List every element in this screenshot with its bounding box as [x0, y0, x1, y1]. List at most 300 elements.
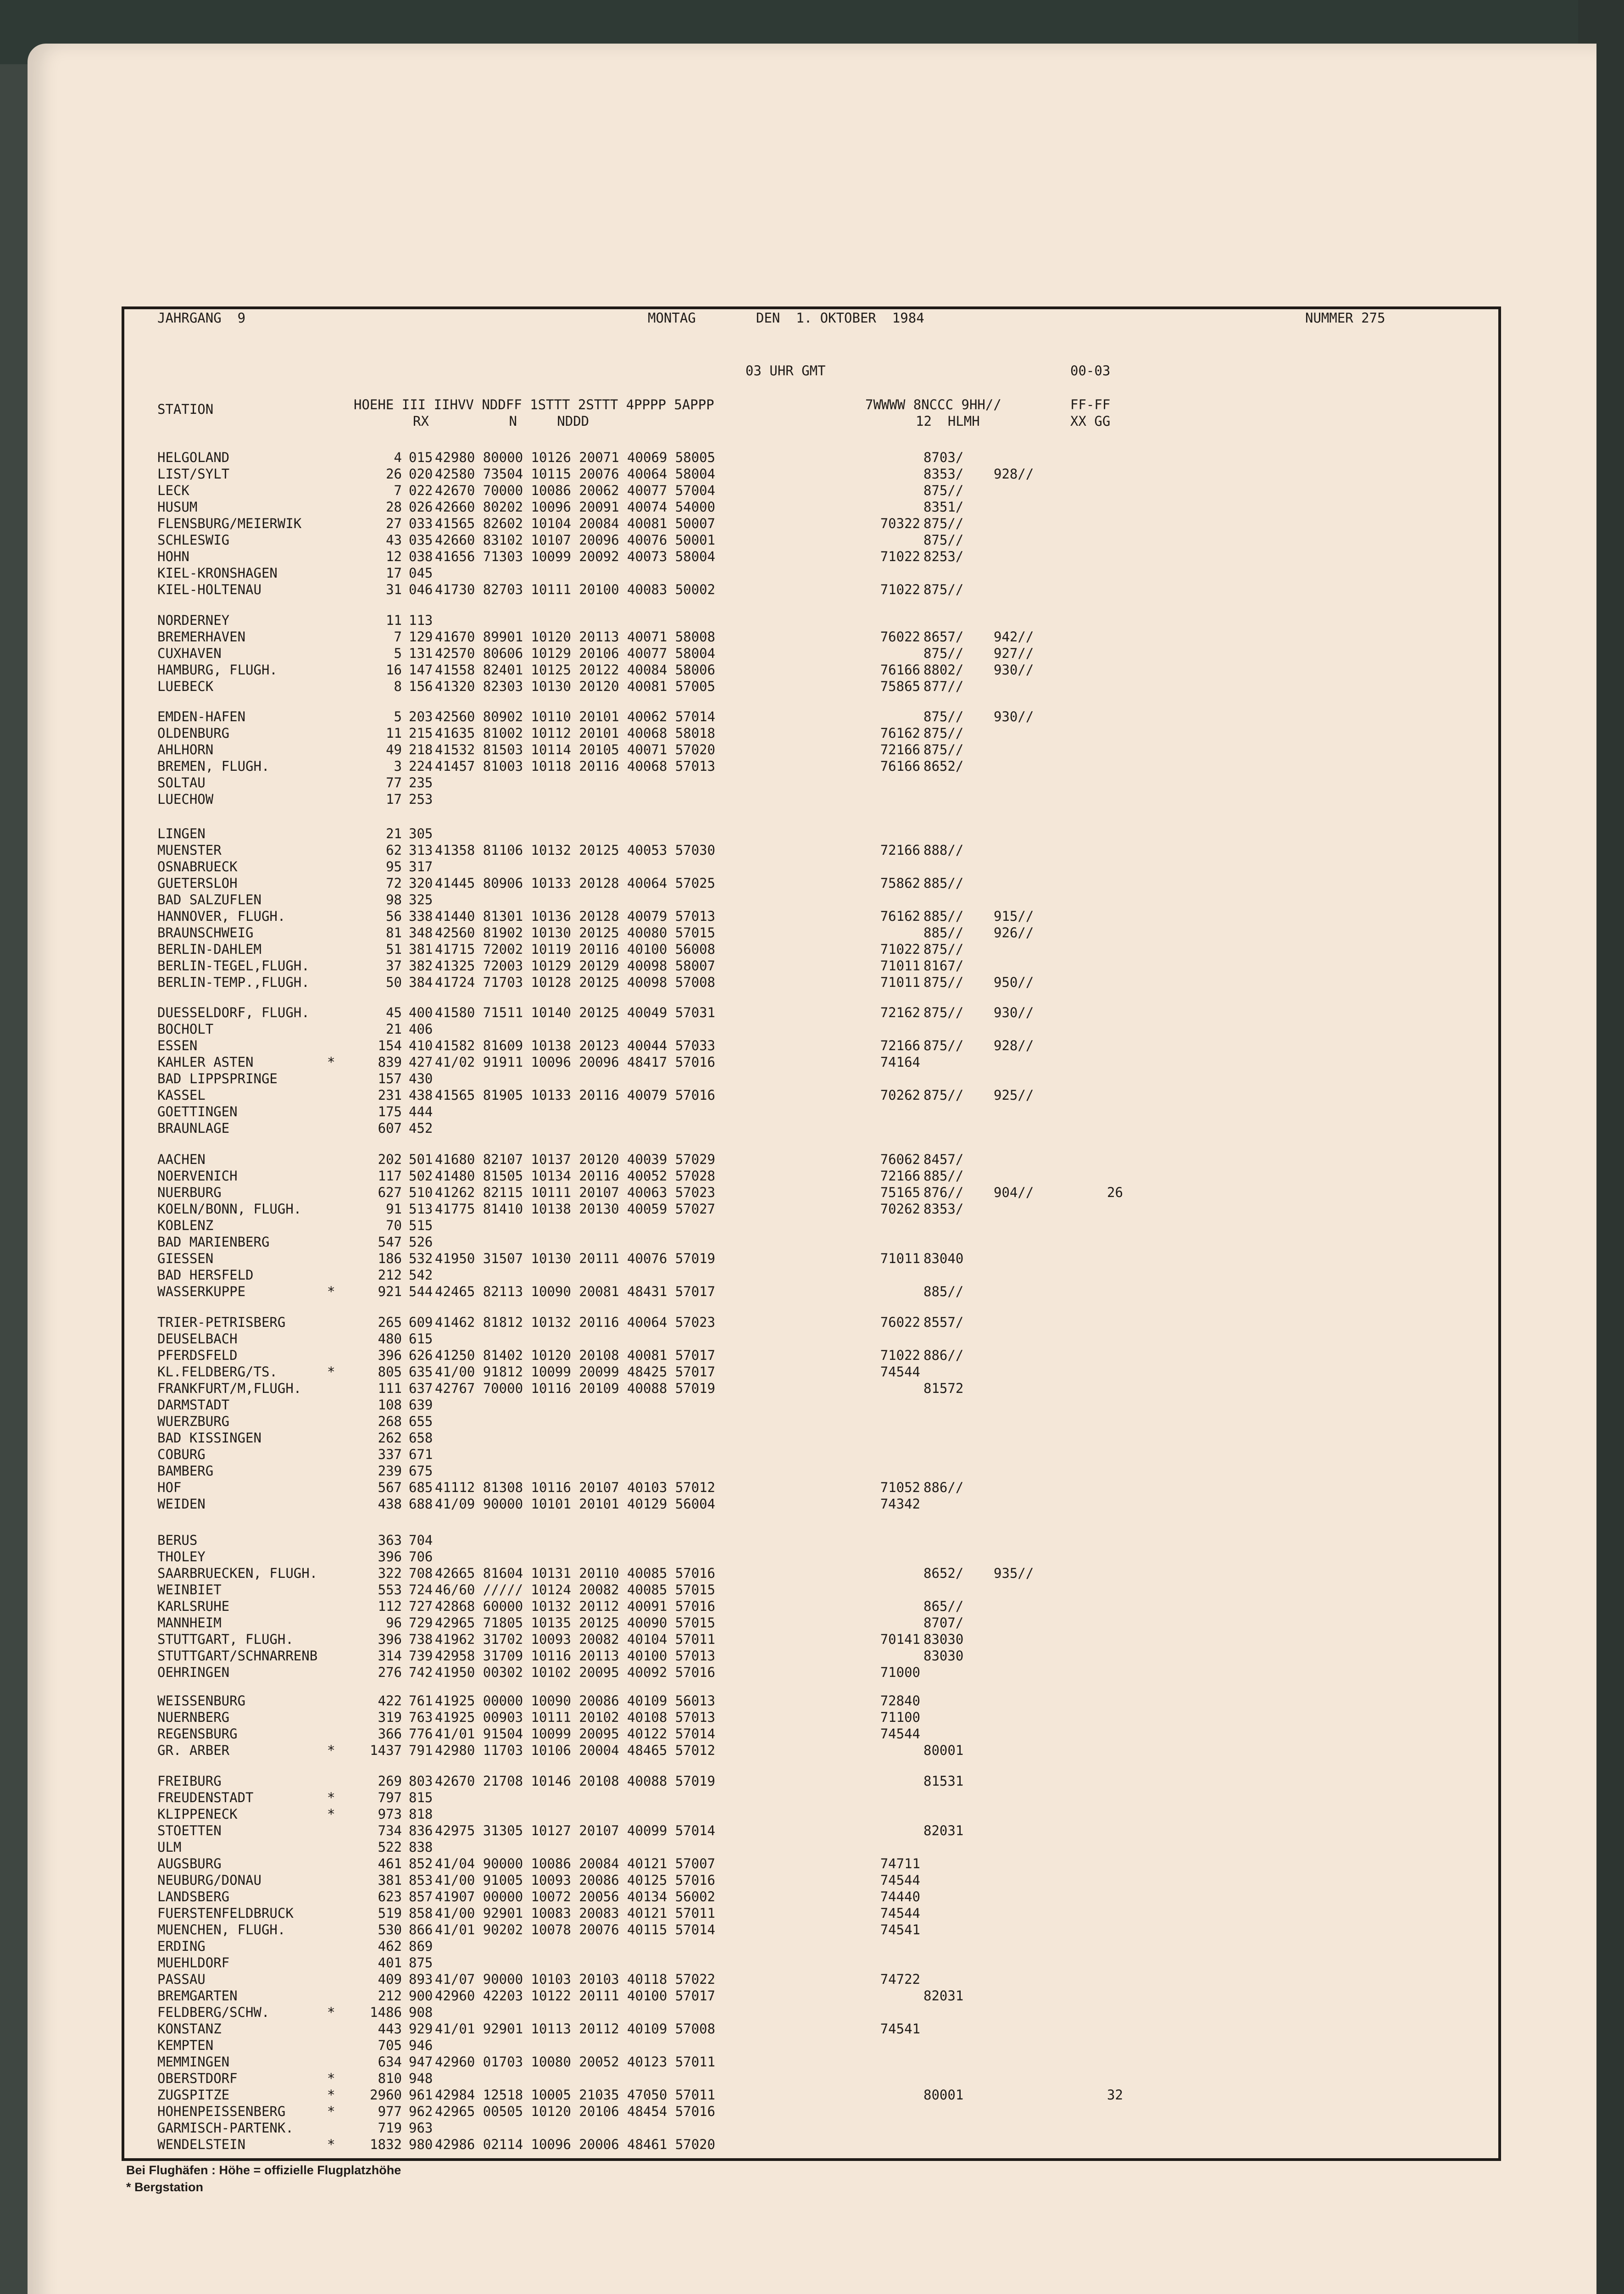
synop-values: 41262 82115 10111 20107 40063 57023 — [435, 1185, 716, 1200]
station-id: 022 — [409, 483, 433, 498]
station-id: 452 — [409, 1120, 433, 1136]
station-elevation: 322 — [378, 1565, 402, 1581]
station-name: HAMBURG, FLUGH. — [157, 662, 278, 678]
station-elevation: 21 — [386, 826, 402, 841]
weather-group: 70322 — [880, 516, 920, 531]
gust-columns-subheader: XX GG — [1070, 413, 1111, 429]
table-row — [157, 662, 1277, 679]
synop-values: 46/60 ///// 10124 20082 40085 57015 — [435, 1582, 716, 1598]
station-elevation: 314 — [378, 1648, 402, 1664]
station-name: PFERDSFELD — [157, 1347, 238, 1363]
station-id: 836 — [409, 1823, 433, 1838]
station-name: NEUBURG/DONAU — [157, 1872, 261, 1888]
cloud-group: 81572 — [923, 1381, 964, 1396]
main-columns-subheader: RX N NDDD — [413, 413, 590, 429]
table-row — [157, 859, 1277, 875]
weather-group: 71022 — [880, 941, 920, 957]
station-elevation: 51 — [386, 941, 402, 957]
mountain-mark: * — [327, 2104, 335, 2119]
table-row — [157, 1496, 1277, 1513]
station-name: BREMEN, FLUGH. — [157, 758, 270, 774]
station-id: 803 — [409, 1773, 433, 1789]
station-name: BAD MARIENBERG — [157, 1234, 270, 1250]
weather-group: 76162 — [880, 725, 920, 741]
cloud-group: 875// — [923, 483, 964, 498]
station-name: KIEL-HOLTENAU — [157, 582, 261, 597]
synop-values: 42665 81604 10131 20110 40085 57016 — [435, 1565, 716, 1581]
station-elevation: 212 — [378, 1267, 402, 1283]
station-elevation: 522 — [378, 1839, 402, 1855]
station-name: OLDENBURG — [157, 725, 230, 741]
station-elevation: 154 — [378, 1038, 402, 1053]
synop-values: 42980 11703 10106 20004 48465 57012 — [435, 1743, 716, 1758]
weather-group: 74440 — [880, 1889, 920, 1904]
station-elevation: 21 — [386, 1021, 402, 1037]
station-name: ERDING — [157, 1938, 206, 1954]
station-elevation: 705 — [378, 2038, 402, 2053]
table-row — [157, 1938, 1277, 1955]
station-name: BRAUNLAGE — [157, 1120, 230, 1136]
station-name: WEINBIET — [157, 1582, 222, 1598]
observation-time: 03 UHR GMT — [745, 363, 826, 379]
table-row — [157, 1889, 1277, 1905]
cloud-group: 876// — [923, 1185, 964, 1200]
station-id: 671 — [409, 1447, 433, 1462]
synop-values: 41635 81002 10112 20101 40068 58018 — [435, 725, 716, 741]
station-elevation: 186 — [378, 1251, 402, 1266]
cloud-group: 8802/ — [923, 662, 964, 678]
table-row — [157, 1381, 1277, 1397]
synop-values: 42570 80606 10129 20106 40077 58004 — [435, 646, 716, 661]
synop-values: 41/09 90000 10101 20101 40129 56004 — [435, 1496, 716, 1512]
station-id: 685 — [409, 1480, 433, 1495]
table-row — [157, 532, 1277, 549]
weather-columns-header: 7WWWW 8NCCC 9HH// — [865, 397, 1001, 412]
station-group — [157, 1152, 1277, 1300]
station-elevation: 422 — [378, 1693, 402, 1709]
station-name: BERUS — [157, 1532, 198, 1548]
station-id: 626 — [409, 1347, 433, 1363]
station-id: 348 — [409, 925, 433, 941]
group-nine: 915// — [994, 908, 1034, 924]
station-id: 615 — [409, 1331, 433, 1347]
station-name: BERLIN-DAHLEM — [157, 941, 261, 957]
weather-group: 71011 — [880, 1251, 920, 1266]
table-row — [157, 1480, 1277, 1496]
table-row — [157, 725, 1277, 742]
station-name: HELGOLAND — [157, 450, 230, 465]
weather-group: 74544 — [880, 1872, 920, 1888]
station-id: 045 — [409, 565, 433, 581]
station-elevation: 28 — [386, 499, 402, 515]
station-name: REGENSBURG — [157, 1726, 238, 1742]
station-elevation: 2960 — [370, 2087, 402, 2103]
station-elevation: 17 — [386, 791, 402, 807]
station-id: 675 — [409, 1463, 433, 1479]
weather-group: 70262 — [880, 1201, 920, 1217]
weather-group: 71100 — [880, 1709, 920, 1725]
group-nine: 928// — [994, 466, 1034, 482]
synop-values: 41250 81402 10120 20108 40081 57017 — [435, 1347, 716, 1363]
table-row — [157, 450, 1277, 466]
station-id: 156 — [409, 679, 433, 694]
table-row — [157, 1430, 1277, 1447]
table-row — [157, 958, 1277, 974]
table-row — [157, 612, 1277, 629]
station-group — [157, 709, 1277, 808]
station-id: 706 — [409, 1549, 433, 1565]
station-elevation: 319 — [378, 1709, 402, 1725]
station-name: HOF — [157, 1480, 182, 1495]
station-elevation: 49 — [386, 742, 402, 757]
table-row — [157, 2054, 1277, 2071]
station-id: 035 — [409, 532, 433, 548]
table-row — [157, 1839, 1277, 1856]
station-id: 317 — [409, 859, 433, 874]
table-row — [157, 1397, 1277, 1414]
station-name: HOHENPEISSENBERG — [157, 2104, 286, 2119]
table-row — [157, 826, 1277, 842]
station-id: 501 — [409, 1152, 433, 1167]
station-elevation: 797 — [378, 1790, 402, 1805]
station-id: 438 — [409, 1087, 433, 1103]
synop-values: 42660 83102 10107 20096 40076 50001 — [435, 532, 716, 548]
station-elevation: 37 — [386, 958, 402, 974]
station-group — [157, 1773, 1277, 2153]
station-group — [157, 612, 1277, 695]
station-elevation: 112 — [378, 1598, 402, 1614]
cloud-group: 80001 — [923, 2087, 964, 2103]
table-row — [157, 2137, 1277, 2153]
table-row — [157, 1598, 1277, 1615]
synop-values: 41112 81308 10116 20107 40103 57012 — [435, 1480, 716, 1495]
cloud-group: 8253/ — [923, 549, 964, 564]
weather-columns-subheader: 12 HLMH — [916, 413, 980, 429]
station-id: 544 — [409, 1284, 433, 1299]
station-name: KAHLER ASTEN — [157, 1054, 254, 1070]
station-id: 406 — [409, 1021, 433, 1037]
mountain-mark: * — [327, 1806, 335, 1822]
station-id: 215 — [409, 725, 433, 741]
station-elevation: 973 — [378, 1806, 402, 1822]
table-row — [157, 1463, 1277, 1480]
cloud-group: 8353/ — [923, 1201, 964, 1217]
table-row — [157, 892, 1277, 908]
station-id: 857 — [409, 1889, 433, 1904]
station-elevation: 396 — [378, 1631, 402, 1647]
station-name: MUEHLDORF — [157, 1955, 230, 1971]
cloud-group: 8703/ — [923, 450, 964, 465]
table-row — [157, 1565, 1277, 1582]
station-name: BAD KISSINGEN — [157, 1430, 261, 1446]
station-elevation: 810 — [378, 2071, 402, 2086]
synop-values: 41/04 90000 10086 20084 40121 57007 — [435, 1856, 716, 1871]
table-row — [157, 742, 1277, 758]
station-id: 724 — [409, 1582, 433, 1598]
table-row — [157, 875, 1277, 892]
station-id: 704 — [409, 1532, 433, 1548]
station-elevation: 157 — [378, 1071, 402, 1086]
table-row — [157, 842, 1277, 859]
table-row — [157, 466, 1277, 483]
table-row — [157, 1971, 1277, 1988]
mountain-mark: * — [327, 1054, 335, 1070]
group-nine: 927// — [994, 646, 1034, 661]
issue-number: NUMMER 275 — [1305, 310, 1385, 326]
station-id: 542 — [409, 1267, 433, 1283]
extra-value: 26 — [1107, 1185, 1123, 1200]
weather-group: 71022 — [880, 549, 920, 564]
table-row — [157, 1872, 1277, 1889]
station-elevation: 977 — [378, 2104, 402, 2119]
table-row — [157, 1267, 1277, 1284]
synop-values: 41325 72003 10129 20129 40098 58007 — [435, 958, 716, 974]
station-id: 858 — [409, 1905, 433, 1921]
table-row — [157, 1648, 1277, 1665]
station-id: 502 — [409, 1168, 433, 1184]
mountain-mark: * — [327, 1790, 335, 1805]
weather-group: 76062 — [880, 1152, 920, 1167]
station-elevation: 77 — [386, 775, 402, 791]
station-id: 033 — [409, 516, 433, 531]
station-id: 729 — [409, 1615, 433, 1631]
synop-values: 42670 21708 10146 20108 40088 57019 — [435, 1773, 716, 1789]
station-name: FRANKFURT/M,FLUGH. — [157, 1381, 302, 1396]
station-name: BAD SALZUFLEN — [157, 892, 261, 908]
station-name: OEHRINGEN — [157, 1665, 230, 1680]
station-name: STUTTGART, FLUGH. — [157, 1631, 294, 1647]
station-id: 658 — [409, 1430, 433, 1446]
station-id: 532 — [409, 1251, 433, 1266]
station-elevation: 3 — [394, 758, 402, 774]
station-name: BAD LIPPSPRINGE — [157, 1071, 278, 1086]
table-row — [157, 925, 1277, 941]
station-id: 963 — [409, 2120, 433, 2136]
synop-values: 41950 31507 10130 20111 40076 57019 — [435, 1251, 716, 1266]
weather-group: 71022 — [880, 582, 920, 597]
station-name: BERLIN-TEGEL,FLUGH. — [157, 958, 310, 974]
synop-values: 42965 71805 10135 20125 40090 57015 — [435, 1615, 716, 1631]
table-row — [157, 1021, 1277, 1038]
station-elevation: 11 — [386, 725, 402, 741]
station-id: 815 — [409, 1790, 433, 1805]
main-columns-header: HOEHE III IIHVV NDDFF 1STTT 2STTT 4PPPP 5APPP — [354, 397, 714, 412]
station-name: GIESSEN — [157, 1251, 214, 1266]
group-nine: 942// — [994, 629, 1034, 645]
station-name: HOHN — [157, 549, 189, 564]
station-elevation: 461 — [378, 1856, 402, 1871]
cloud-group: 875// — [923, 646, 964, 661]
station-id: 739 — [409, 1648, 433, 1664]
station-elevation: 231 — [378, 1087, 402, 1103]
station-name: ESSEN — [157, 1038, 198, 1053]
weather-group: 74541 — [880, 1922, 920, 1938]
cloud-group: 8707/ — [923, 1615, 964, 1631]
cloud-group: 8351/ — [923, 499, 964, 515]
station-name: MEMMINGEN — [157, 2054, 230, 2070]
station-name: KL.FELDBERG/TS. — [157, 1364, 278, 1380]
station-id: 838 — [409, 1839, 433, 1855]
station-id: 313 — [409, 842, 433, 858]
footnote-mountain: * Bergstation — [126, 2180, 204, 2194]
cloud-group: 875// — [923, 1038, 964, 1053]
station-name: SAARBRUECKEN, FLUGH. — [157, 1565, 318, 1581]
synop-values: 42960 01703 10080 20052 40123 57011 — [435, 2054, 716, 2070]
cloud-group: 885// — [923, 1168, 964, 1184]
weather-group: 75862 — [880, 875, 920, 891]
synop-values: 41907 00000 10072 20056 40134 56002 — [435, 1889, 716, 1904]
table-row — [157, 1234, 1277, 1251]
station-name: SCHLESWIG — [157, 532, 230, 548]
station-elevation: 117 — [378, 1168, 402, 1184]
table-row — [157, 1038, 1277, 1054]
mountain-mark: * — [327, 1743, 335, 1758]
station-elevation: 7 — [394, 629, 402, 645]
station-name: DEUSELBACH — [157, 1331, 238, 1347]
station-name: FUERSTENFELDBRUCK — [157, 1905, 294, 1921]
synop-values: 41462 81812 10132 20116 40064 57023 — [435, 1314, 716, 1330]
station-id: 742 — [409, 1665, 433, 1680]
synop-values: 41730 82703 10111 20100 40083 50002 — [435, 582, 716, 597]
synop-values: 41/00 92901 10083 20083 40121 57011 — [435, 1905, 716, 1921]
table-row — [157, 1709, 1277, 1726]
weather-group: 76162 — [880, 908, 920, 924]
synop-values: 42560 80902 10110 20101 40062 57014 — [435, 709, 716, 724]
synop-values: 41656 71303 10099 20092 40073 58004 — [435, 549, 716, 564]
station-elevation: 734 — [378, 1823, 402, 1838]
extra-value: 32 — [1107, 2087, 1123, 2103]
station-name: HUSUM — [157, 499, 198, 515]
station-id: 147 — [409, 662, 433, 678]
station-id: 776 — [409, 1726, 433, 1742]
station-name: HANNOVER, FLUGH. — [157, 908, 286, 924]
station-elevation: 175 — [378, 1104, 402, 1119]
synop-values: 41775 81410 10138 20130 40059 57027 — [435, 1201, 716, 1217]
station-id: 929 — [409, 2021, 433, 2037]
synop-values: 41445 80906 10133 20128 40064 57025 — [435, 875, 716, 891]
weather-group: 71052 — [880, 1480, 920, 1495]
station-name: ULM — [157, 1839, 182, 1855]
station-elevation: 553 — [378, 1582, 402, 1598]
table-row — [157, 1856, 1277, 1872]
synop-values: 41/02 91911 10096 20096 48417 57016 — [435, 1054, 716, 1070]
cloud-group: 8657/ — [923, 629, 964, 645]
weather-group: 74544 — [880, 1905, 920, 1921]
table-row — [157, 2120, 1277, 2137]
station-name: WEISSENBURG — [157, 1693, 246, 1709]
station-name: FREUDENSTADT — [157, 1790, 254, 1805]
table-row — [157, 679, 1277, 695]
table-row — [157, 2021, 1277, 2038]
cloud-group: 875// — [923, 516, 964, 531]
table-row — [157, 1005, 1277, 1021]
table-row — [157, 1087, 1277, 1104]
weather-group: 72162 — [880, 1005, 920, 1020]
table-row — [157, 2038, 1277, 2054]
weather-group: 74722 — [880, 1971, 920, 1987]
station-id: 515 — [409, 1218, 433, 1233]
station-name: LUEBECK — [157, 679, 214, 694]
station-elevation: 462 — [378, 1938, 402, 1954]
station-id: 427 — [409, 1054, 433, 1070]
synop-values: 42580 73504 10115 20076 40064 58004 — [435, 466, 716, 482]
synop-values: 41/00 91812 10099 20099 48425 57017 — [435, 1364, 716, 1380]
weather-group: 70141 — [880, 1631, 920, 1647]
station-elevation: 202 — [378, 1152, 402, 1167]
station-id: 020 — [409, 466, 433, 482]
weather-group: 76022 — [880, 1314, 920, 1330]
table-row — [157, 791, 1277, 808]
station-id: 305 — [409, 826, 433, 841]
synop-values: 42560 81902 10130 20125 40080 57015 — [435, 925, 716, 941]
station-name: THOLEY — [157, 1549, 206, 1565]
synop-values: 41925 00000 10090 20086 40109 56013 — [435, 1693, 716, 1709]
station-name: WENDELSTEIN — [157, 2137, 246, 2152]
table-row — [157, 1152, 1277, 1168]
station-name: LUECHOW — [157, 791, 214, 807]
station-elevation: 337 — [378, 1447, 402, 1462]
station-name: MUENSTER — [157, 842, 222, 858]
table-row — [157, 974, 1277, 991]
station-elevation: 607 — [378, 1120, 402, 1136]
station-elevation: 396 — [378, 1347, 402, 1363]
cloud-group: 875// — [923, 941, 964, 957]
weather-group: 74342 — [880, 1496, 920, 1512]
station-id: 046 — [409, 582, 433, 597]
table-row — [157, 549, 1277, 565]
group-nine: 935// — [994, 1565, 1034, 1581]
station-name: KIEL-KRONSHAGEN — [157, 565, 278, 581]
station-name: KOELN/BONN, FLUGH. — [157, 1201, 302, 1217]
weather-group: 76166 — [880, 662, 920, 678]
cloud-group: 8353/ — [923, 466, 964, 482]
group-nine: 950// — [994, 974, 1034, 990]
synop-values: 41320 82303 10130 20120 40081 57005 — [435, 679, 716, 694]
cloud-group: 875// — [923, 1005, 964, 1020]
table-row — [157, 1532, 1277, 1549]
weather-group: 71011 — [880, 974, 920, 990]
station-id: 038 — [409, 549, 433, 564]
station-id: 852 — [409, 1856, 433, 1871]
station-id: 738 — [409, 1631, 433, 1647]
table-row — [157, 646, 1277, 662]
station-group — [157, 1693, 1277, 1759]
extra-period: 00-03 — [1070, 363, 1111, 379]
cloud-group: 885// — [923, 925, 964, 941]
table-row — [157, 709, 1277, 725]
station-elevation: 11 — [386, 612, 402, 628]
cloud-group: 885// — [923, 875, 964, 891]
station-name: GUETERSLOH — [157, 875, 238, 891]
synop-values: 41962 31702 10093 20082 40104 57011 — [435, 1631, 716, 1647]
table-row — [157, 2071, 1277, 2087]
station-id: 381 — [409, 941, 433, 957]
station-name: STUTTGART/SCHNARRENB — [157, 1648, 318, 1664]
station-id: 869 — [409, 1938, 433, 1954]
station-name: KONSTANZ — [157, 2021, 222, 2037]
station-elevation: 70 — [386, 1218, 402, 1233]
station-name: FREIBURG — [157, 1773, 222, 1789]
station-id: 948 — [409, 2071, 433, 2086]
cloud-group: 8457/ — [923, 1152, 964, 1167]
station-elevation: 262 — [378, 1430, 402, 1446]
table-row — [157, 1284, 1277, 1300]
station-elevation: 95 — [386, 859, 402, 874]
weather-group: 75865 — [880, 679, 920, 694]
mountain-mark: * — [327, 1284, 335, 1299]
date-label: DEN 1. OKTOBER 1984 — [756, 310, 924, 326]
weather-group: 74164 — [880, 1054, 920, 1070]
